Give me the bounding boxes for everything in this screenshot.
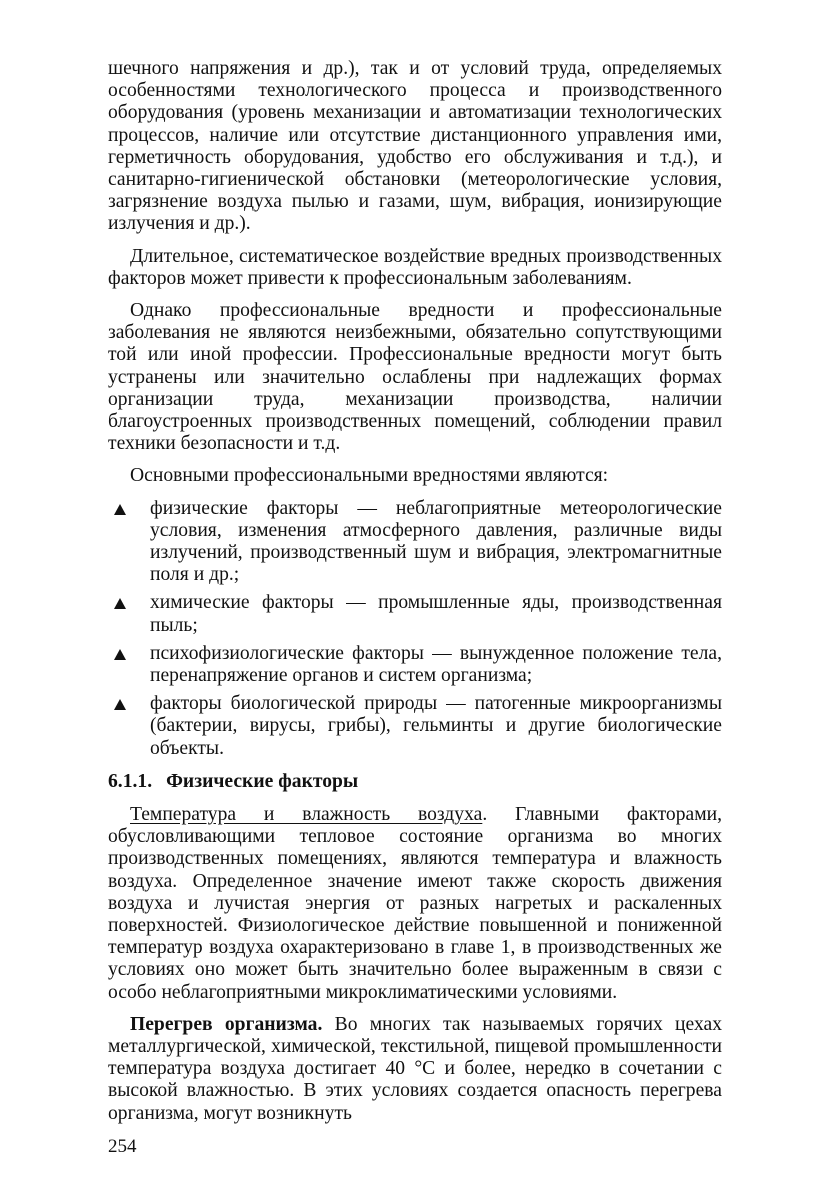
list-item-text: факторы биологической природы — патогенные микроорганизмы (бактерии, вирусы, грибы), гельминты и другие биологические объекты. xyxy=(150,693,722,759)
paragraph-temperature-humidity xyxy=(108,804,722,1004)
paragraph-prevention: Однако профессиональные вредности и профессиональные заболевания не являются неизбежными, обязательно сопутствующими той или иной профессии. Профессиональные вредности могут быть устранены или значительно ослаблены при надлежащих формах организации труда, механизации производства, наличии благоустроенных производственных помещений, соблюдении правил техники безопасности и т.д. xyxy=(108,300,722,455)
overheating-text: Во многих так называемых горячих цехах металлургической, химической, текстильной, пищевой промышленности температура воздуха достигает 40 °С и более, нередко в сочетании с высокой влажностью. В этих условиях создается опасность перегрева организма, могут возникнуть xyxy=(108,1013,722,1124)
list-item xyxy=(108,643,722,687)
triangle-bullet-icon xyxy=(114,699,126,710)
list-item xyxy=(108,592,722,636)
paragraph-prolonged-exposure: Длительное, систематическое воздействие вредных производственных факторов может привести к профессиональным заболеваниям. xyxy=(108,245,722,289)
list-item-text: физические факторы — неблагоприятные метеорологические условия, изменения атмосферного давления, различные виды излучений, производственный шум и вибрация, электромагнитные поля и др.; xyxy=(150,497,722,586)
overheating-heading: Перегрев организма. xyxy=(130,1013,323,1035)
list-item-text: химические факторы — промышленные яды, производственная пыль; xyxy=(150,592,722,636)
section-title: Физические факторы xyxy=(166,770,359,792)
triangle-bullet-icon xyxy=(114,598,126,609)
body-text xyxy=(108,58,722,1125)
list-item xyxy=(108,693,722,760)
list-item-text: психофизиологические факторы — вынужденное положение тела, перенапряжение органов и систем организма; xyxy=(150,642,722,687)
triangle-bullet-icon xyxy=(114,504,126,515)
temperature-text: . Главными факторами, обусловливающими тепловое состояние организма во многих производственных помещениях, являются температура и влажность воздуха. Определенное значение имеют также скорость движения воздуха и лучистая энергия от разных нагретых и раскаленных поверхностей. Физиологическое действие повышенной и пониженной температур воздуха охарактеризовано в главе 1, в производственных же условиях оно может быть значительно более выраженным в связи с особо неблагоприятными микроклиматическими условиями. xyxy=(108,803,722,1003)
paragraph-working-conditions: шечного напряжения и др.), так и от условий труда, определяемых особенностями технологического процесса и производственного оборудования (уровень механизации и автоматизации технологических процессов, наличие или отсутствие дистанционного управления ими, герметичность оборудования, удобство его обслуживания и т.д.), и санитарно-гигиенической обстановки (метеорологические условия, загрязнение воздуха пылью и газами, шум, вибрация, ионизирующие излучения и др.). xyxy=(108,58,722,235)
page-number: 254 xyxy=(108,1136,137,1157)
triangle-bullet-icon xyxy=(114,649,126,660)
paragraph-hazards-intro: Основными профессиональными вредностями являются: xyxy=(130,465,609,487)
section-heading xyxy=(108,770,722,794)
paragraph-overheating xyxy=(108,1014,722,1125)
temperature-heading: Температура и влажность воздуха xyxy=(130,803,483,825)
hazards-list xyxy=(108,498,722,760)
section-number: 6.1.1. xyxy=(108,770,153,792)
list-item xyxy=(108,498,722,587)
